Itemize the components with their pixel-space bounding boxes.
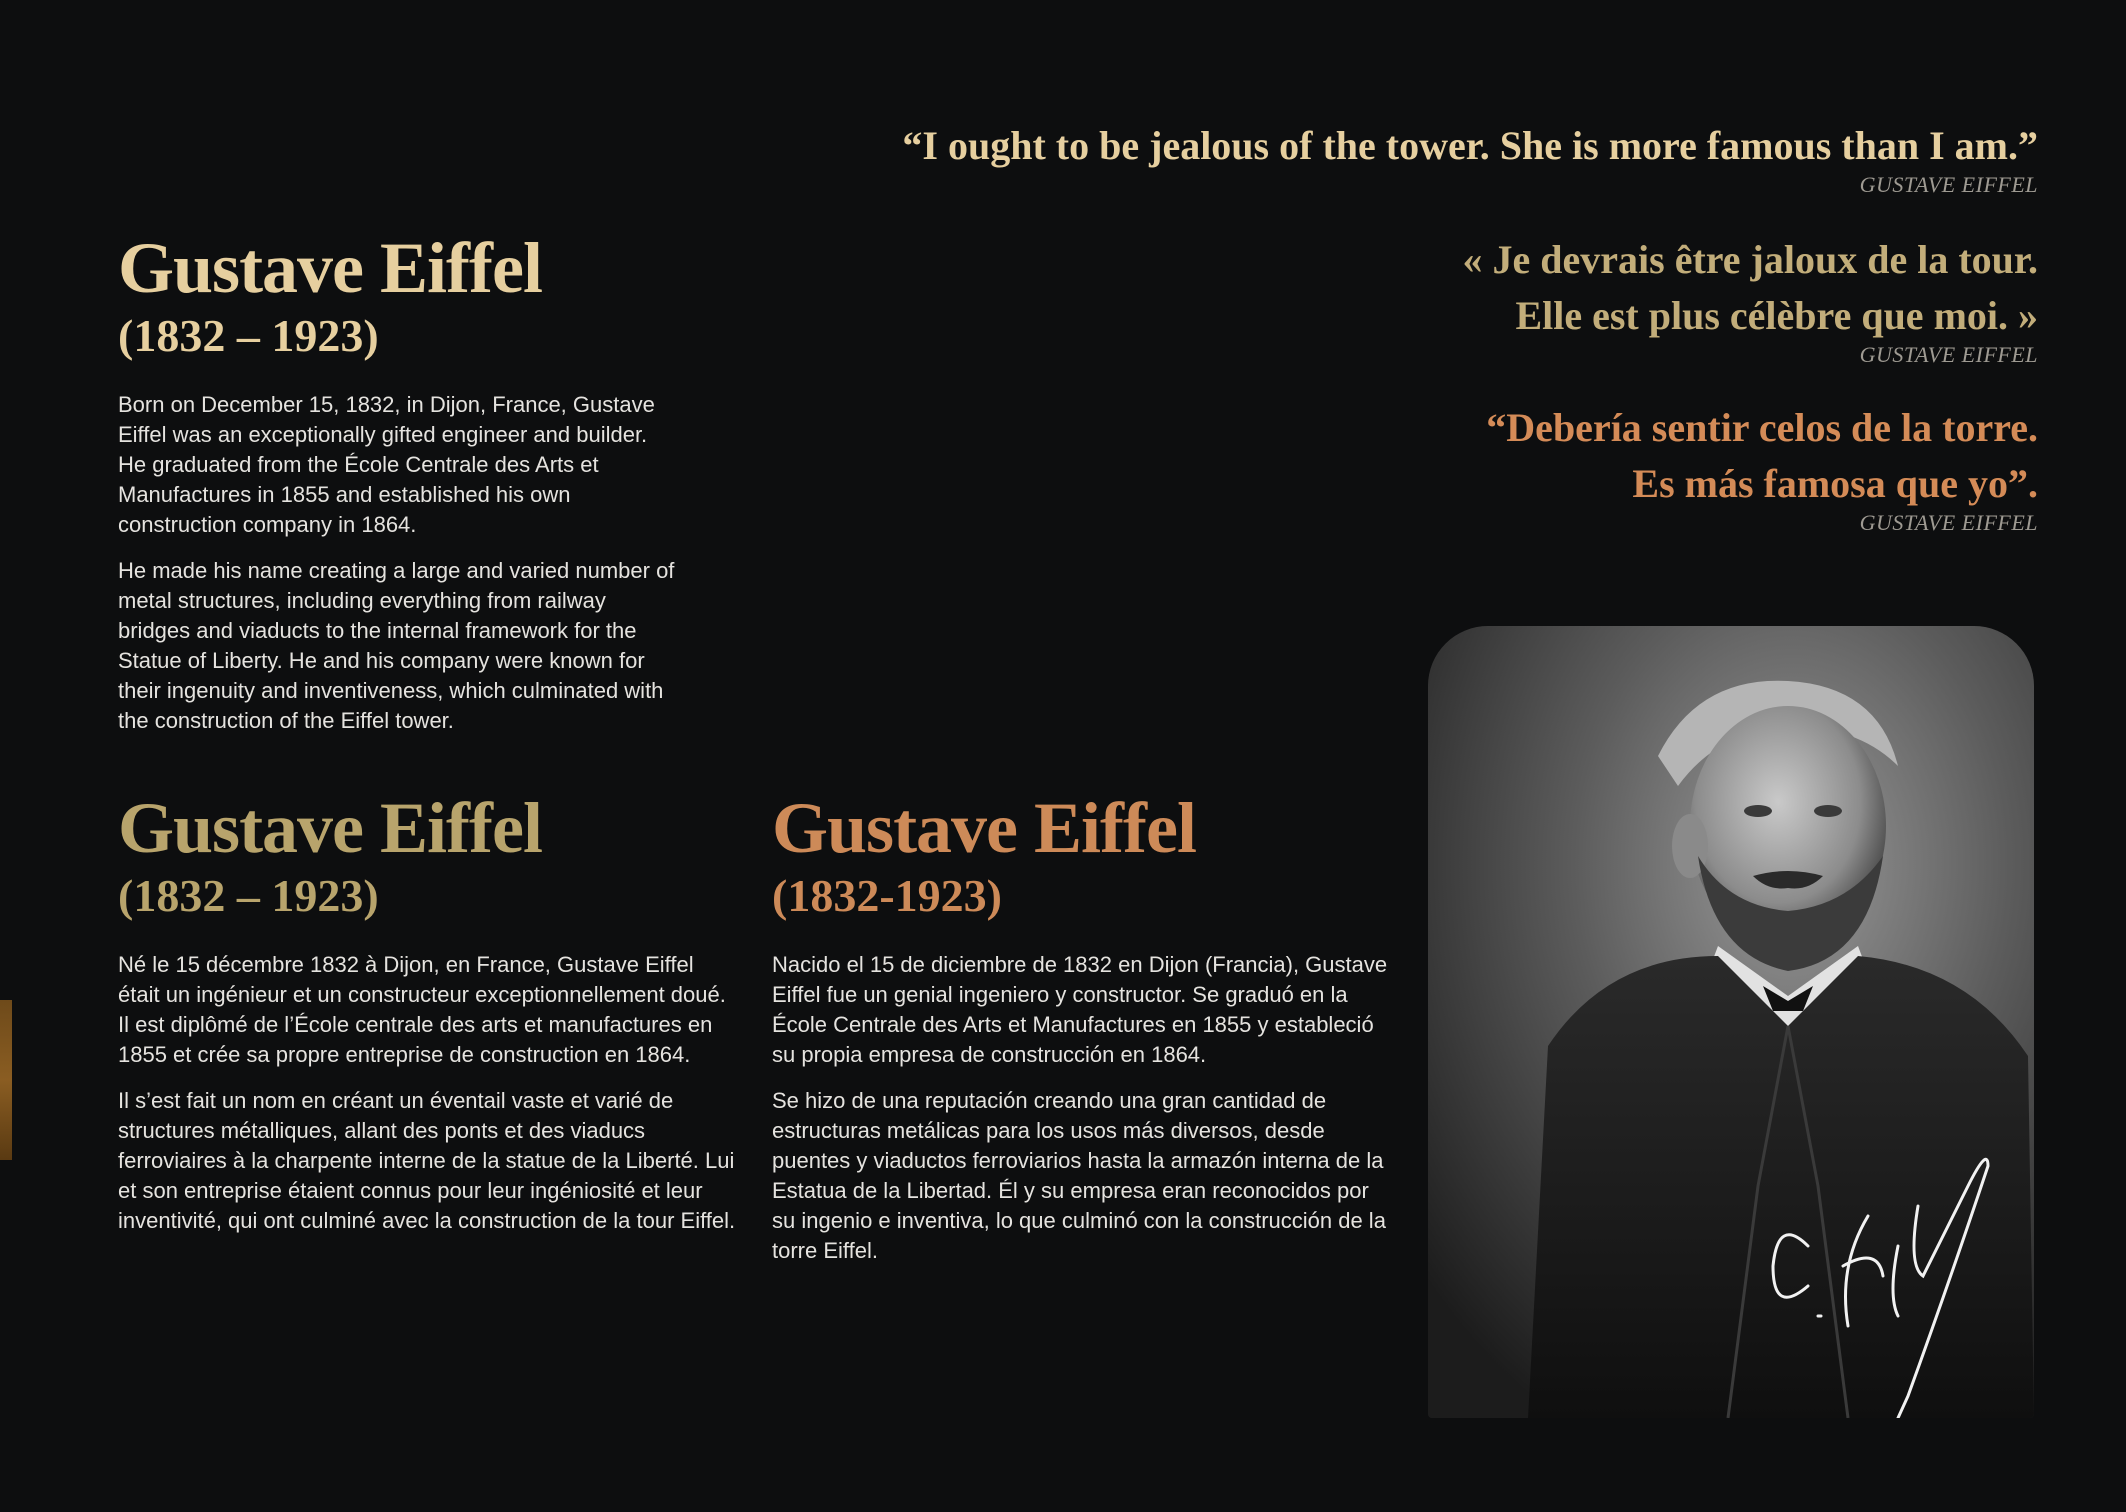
bio-paragraph-2: He made his name creating a large and varied number of metal structures, including everything from railway bridges and viaducts to the internal framework for the Statue of Liberty. He and his company were known for their ingenuity and inventiveness, which culminated with the construction of the Eiffel tower. (118, 558, 675, 733)
bio-years: (1832-1923) (772, 870, 1002, 921)
edge-decoration (0, 1000, 12, 1160)
bio-paragraph-1: Nacido el 15 de diciembre de 1832 en Dijon (Francia), Gustave Eiffel fue un genial ingeniero y constructor. Se graduó en la École Centrale des Arts et Manufactures en 1855 y estableció su propia empresa de construcción en 1864. (772, 952, 1388, 1067)
quote-author: GUSTAVE EIFFEL (1859, 172, 2038, 197)
bio-paragraph-1: Né le 15 décembre 1832 à Dijon, en France, Gustave Eiffel était un ingénieur et un constructeur exceptionnellement doué. Il est diplômé de l’École centrale des arts et manufactures en 1855 et crée sa propre entreprise de construction en 1864. (118, 952, 726, 1067)
bio-years: (1832 – 1923) (118, 310, 379, 361)
bio-name: Gustave Eiffel (118, 788, 542, 868)
quote-text: “I ought to be jealous of the tower. She is more famous than I am.” (902, 123, 2038, 168)
quote-text-line-2: Elle est plus célèbre que moi. » (1515, 293, 2038, 338)
bio-paragraph-2: Se hizo de una reputación creando una gran cantidad de estructuras metálicas para los usos más diversos, desde puentes y viaductos ferroviarios hasta la armazón interna de la Estatua de la Libertad. Él y su empresa eran reconocidos por su ingenio e inventiva, lo que culminó con la construcción de la torre Eiffel. (772, 1088, 1386, 1263)
quote-french (1463, 232, 2039, 368)
bio-name: Gustave Eiffel (772, 788, 1196, 868)
portrait-photo (1428, 626, 2034, 1418)
bio-paragraph-2: Il s’est fait un nom en créant un éventail vaste et varié de structures métalliques, allant des ponts et des viaducs ferroviaires à la charpente interne de la statue de la Liberté. Lui et son entreprise étaient connus pour leur ingéniosité et leur inventivité, qui ont culminé avec la construction de la tour Eiffel. (118, 1088, 736, 1233)
bio-spanish (772, 788, 1392, 1282)
bio-name: Gustave Eiffel (118, 228, 542, 308)
portrait-illustration (1428, 626, 2034, 1418)
bio-years: (1832 – 1923) (118, 870, 379, 921)
quote-text-line-1: “Debería sentir celos de la torre. (1486, 405, 2038, 450)
quote-author: GUSTAVE EIFFEL (1859, 342, 2038, 367)
quote-author: GUSTAVE EIFFEL (1859, 510, 2038, 535)
quote-spanish (1486, 400, 2038, 536)
bio-french (118, 788, 738, 1252)
bio-english (118, 228, 678, 752)
quote-english (902, 118, 2038, 198)
bio-paragraph-1: Born on December 15, 1832, in Dijon, France, Gustave Eiffel was an exceptionally gifted engineer and builder. He graduated from the École Centrale des Arts et Manufactures in 1855 and established his own construction company in 1864. (118, 392, 655, 537)
quote-text-line-2: Es más famosa que yo”. (1632, 461, 2038, 506)
quote-text-line-1: « Je devrais être jaloux de la tour. (1462, 237, 2038, 282)
